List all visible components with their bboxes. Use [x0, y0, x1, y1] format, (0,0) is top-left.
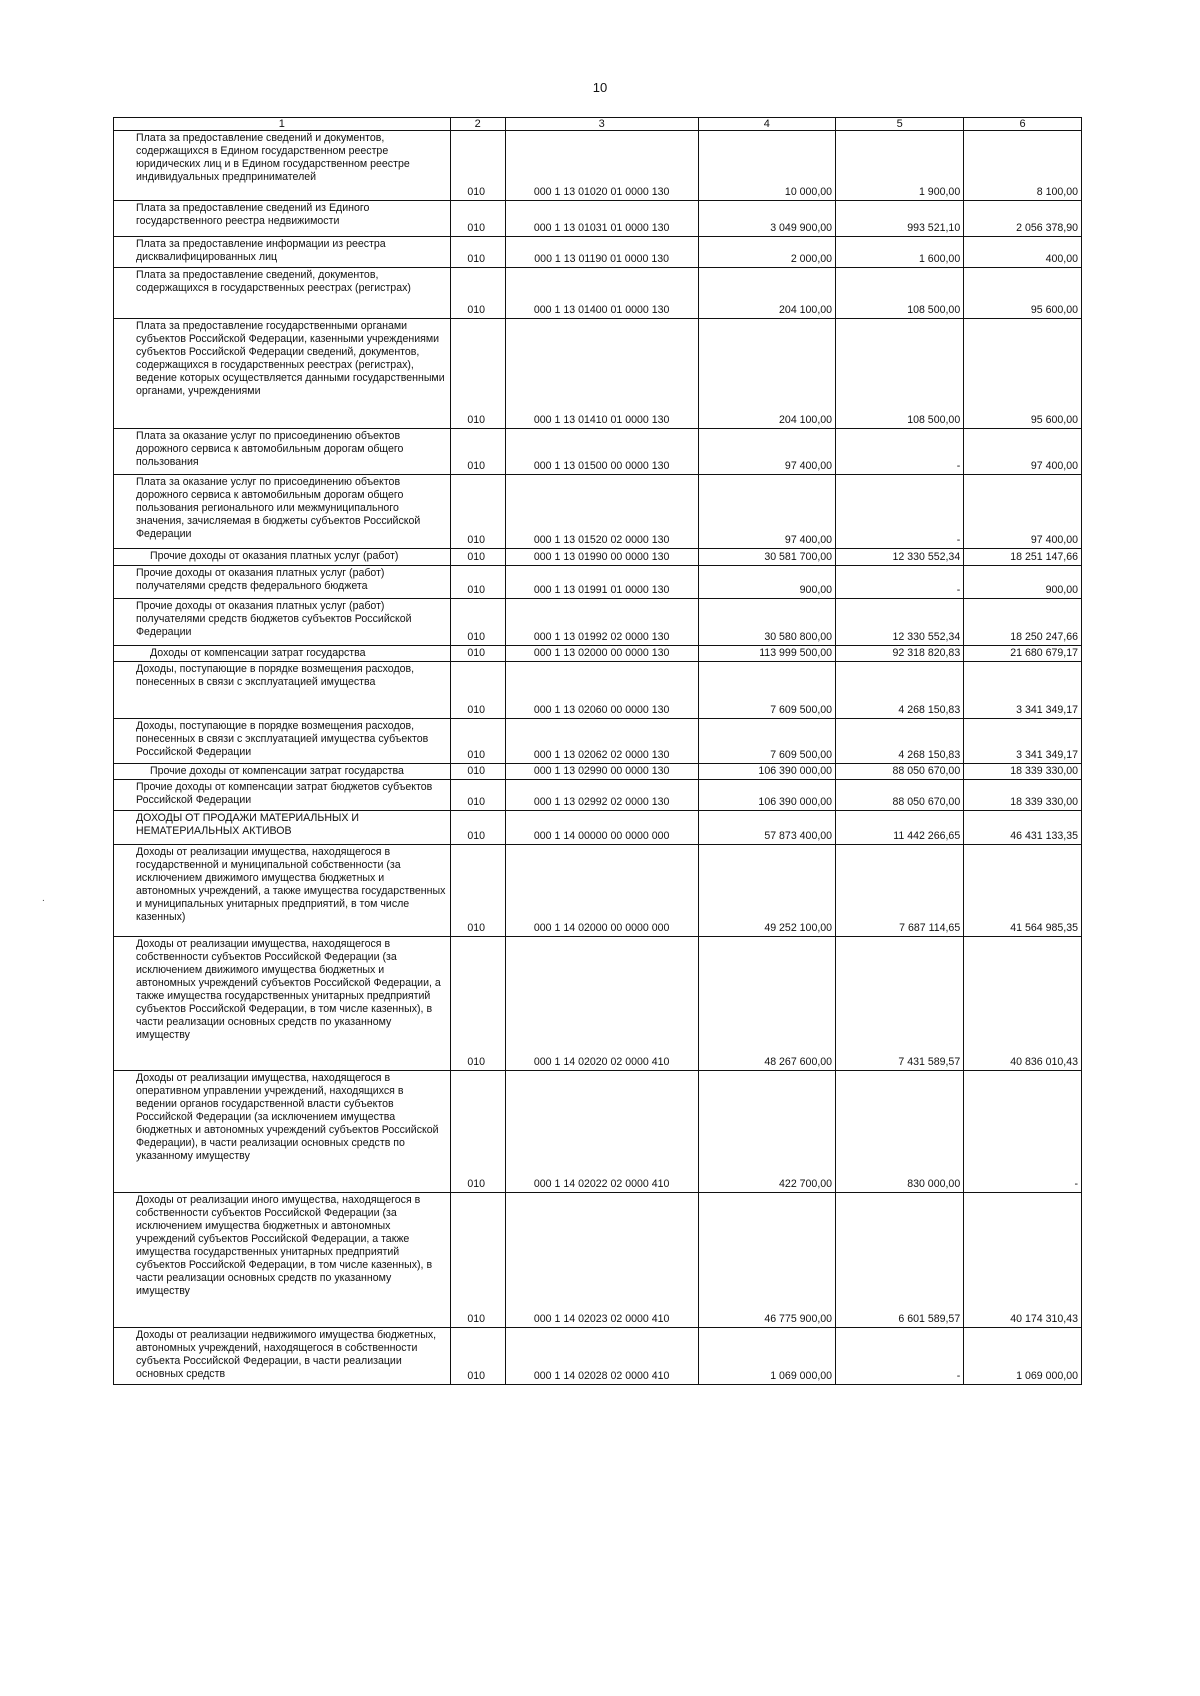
- row-value-col5: 12 330 552,34: [836, 599, 964, 646]
- row-budget-code: 000 1 13 02990 00 0000 130: [505, 764, 698, 780]
- header-col-6: 6: [964, 118, 1082, 131]
- row-value-col4: 48 267 600,00: [698, 937, 836, 1071]
- row-value-col5: 993 521,10: [836, 201, 964, 237]
- row-line-code: 010: [450, 549, 505, 566]
- row-budget-code: 000 1 13 02000 00 0000 130: [505, 646, 698, 662]
- row-value-col6: -: [964, 1071, 1082, 1193]
- row-line-code: 010: [450, 937, 505, 1071]
- row-line-code: 010: [450, 599, 505, 646]
- row-line-code: 010: [450, 764, 505, 780]
- table-row: [114, 780, 1082, 811]
- row-line-code: 010: [450, 475, 505, 549]
- row-value-col4: 204 100,00: [698, 268, 836, 319]
- row-budget-code: 000 1 14 02023 02 0000 410: [505, 1193, 698, 1328]
- row-budget-code: 000 1 13 01410 01 0000 130: [505, 319, 698, 429]
- row-value-col6: 18 250 247,66: [964, 599, 1082, 646]
- row-value-col6: 97 400,00: [964, 475, 1082, 549]
- row-name: Плата за оказание услуг по присоединению объектов дорожного сервиса к автомобильным дорогам общего пользования регионального или межмуниципального значения, зачисляемая в бюджеты субъектов Российской Федерации: [114, 475, 451, 549]
- row-value-col4: 113 999 500,00: [698, 646, 836, 662]
- row-value-col5: 88 050 670,00: [836, 764, 964, 780]
- row-value-col4: 57 873 400,00: [698, 811, 836, 845]
- row-value-col4: 97 400,00: [698, 429, 836, 475]
- row-value-col5: -: [836, 566, 964, 599]
- row-value-col6: 3 341 349,17: [964, 662, 1082, 719]
- budget-revenue-table: [113, 117, 1082, 1385]
- row-value-col6: 8 100,00: [964, 131, 1082, 201]
- table-row: [114, 811, 1082, 845]
- row-line-code: 010: [450, 811, 505, 845]
- row-budget-code: 000 1 13 01520 02 0000 130: [505, 475, 698, 549]
- row-value-col6: 95 600,00: [964, 268, 1082, 319]
- row-budget-code: 000 1 13 01500 00 0000 130: [505, 429, 698, 475]
- row-value-col6: 46 431 133,35: [964, 811, 1082, 845]
- row-line-code: 010: [450, 1071, 505, 1193]
- table-row: [114, 475, 1082, 549]
- row-budget-code: 000 1 14 00000 00 0000 000: [505, 811, 698, 845]
- row-value-col5: 92 318 820,83: [836, 646, 964, 662]
- row-name: Доходы, поступающие в порядке возмещения расходов, понесенных в связи с эксплуатацией имущества: [114, 662, 451, 719]
- row-value-col6: 18 339 330,00: [964, 780, 1082, 811]
- scan-mark: .: [42, 893, 45, 904]
- table-row: [114, 131, 1082, 201]
- row-value-col6: 18 251 147,66: [964, 549, 1082, 566]
- row-line-code: 010: [450, 646, 505, 662]
- row-line-code: 010: [450, 131, 505, 201]
- row-line-code: 010: [450, 566, 505, 599]
- row-value-col4: 900,00: [698, 566, 836, 599]
- header-col-4: 4: [698, 118, 836, 131]
- row-budget-code: 000 1 14 02000 00 0000 000: [505, 845, 698, 937]
- row-name: Прочие доходы от компенсации затрат государства: [114, 764, 451, 780]
- row-value-col6: 21 680 679,17: [964, 646, 1082, 662]
- table-row: [114, 599, 1082, 646]
- row-value-col4: 1 069 000,00: [698, 1328, 836, 1385]
- row-value-col6: 2 056 378,90: [964, 201, 1082, 237]
- row-line-code: 010: [450, 201, 505, 237]
- row-value-col5: 830 000,00: [836, 1071, 964, 1193]
- table-row: [114, 764, 1082, 780]
- row-value-col6: 97 400,00: [964, 429, 1082, 475]
- table-row: [114, 319, 1082, 429]
- row-value-col4: 30 581 700,00: [698, 549, 836, 566]
- table-row: [114, 201, 1082, 237]
- row-name: Доходы от реализации недвижимого имущества бюджетных, автономных учреждений, находящегося в собственности субъекта Российской Федерации, в части реализации основных средств: [114, 1328, 451, 1385]
- table-row: [114, 845, 1082, 937]
- row-budget-code: 000 1 13 02992 02 0000 130: [505, 780, 698, 811]
- row-value-col4: 10 000,00: [698, 131, 836, 201]
- row-name: Прочие доходы от оказания платных услуг (работ) получателями средств бюджетов субъектов Российской Федерации: [114, 599, 451, 646]
- row-value-col4: 106 390 000,00: [698, 764, 836, 780]
- row-value-col5: -: [836, 1328, 964, 1385]
- row-budget-code: 000 1 14 02022 02 0000 410: [505, 1071, 698, 1193]
- table-row: [114, 719, 1082, 764]
- row-name: Доходы от реализации иного имущества, находящегося в собственности субъектов Российской Федерации (за исключением имущества бюджетных и автономных учреждений субъектов Российской Федерации, а также имущества государственных унитарных предприятий субъектов Российской Федерации, в том числе казенных), в части реализации основных средств по указанному имуществу: [114, 1193, 451, 1328]
- row-value-col5: 4 268 150,83: [836, 662, 964, 719]
- row-value-col4: 3 049 900,00: [698, 201, 836, 237]
- row-name: Плата за оказание услуг по присоединению объектов дорожного сервиса к автомобильным дорогам общего пользования: [114, 429, 451, 475]
- row-name: Доходы от реализации имущества, находящегося в оперативном управлении учреждений, находящихся в ведении органов государственной власти субъектов Российской Федерации (за исключением имущества бюджетных и автономных учреждений субъектов Российской Федерации), в части реализации основных средств по указанному имуществу: [114, 1071, 451, 1193]
- row-budget-code: 000 1 13 01020 01 0000 130: [505, 131, 698, 201]
- row-name: Плата за предоставление сведений и документов, содержащихся в Едином государственном реестре юридических лиц и в Едином государственном реестре индивидуальных предпринимателей: [114, 131, 451, 201]
- table-header-row: [114, 118, 1082, 131]
- row-line-code: 010: [450, 719, 505, 764]
- row-value-col5: 7 431 589,57: [836, 937, 964, 1071]
- row-budget-code: 000 1 13 01190 01 0000 130: [505, 237, 698, 268]
- row-line-code: 010: [450, 268, 505, 319]
- row-name: Плата за предоставление сведений из Единого государственного реестра недвижимости: [114, 201, 451, 237]
- row-value-col5: -: [836, 475, 964, 549]
- row-name: Плата за предоставление государственными органами субъектов Российской Федерации, казенными учреждениями субъектов Российской Федерации сведений, документов, содержащихся в государственных реестрах (регистрах), ведение которых осуществляется данными государственными органами, учреждениями: [114, 319, 451, 429]
- row-value-col6: 400,00: [964, 237, 1082, 268]
- row-value-col5: 11 442 266,65: [836, 811, 964, 845]
- row-value-col6: 3 341 349,17: [964, 719, 1082, 764]
- header-col-2: 2: [450, 118, 505, 131]
- row-value-col5: 6 601 589,57: [836, 1193, 964, 1328]
- row-value-col4: 106 390 000,00: [698, 780, 836, 811]
- row-value-col4: 2 000,00: [698, 237, 836, 268]
- row-line-code: 010: [450, 780, 505, 811]
- row-budget-code: 000 1 13 01400 01 0000 130: [505, 268, 698, 319]
- row-budget-code: 000 1 13 02060 00 0000 130: [505, 662, 698, 719]
- row-name: Прочие доходы от компенсации затрат бюджетов субъектов Российской Федерации: [114, 780, 451, 811]
- table-row: [114, 1193, 1082, 1328]
- table-row: [114, 662, 1082, 719]
- row-budget-code: 000 1 13 02062 02 0000 130: [505, 719, 698, 764]
- header-col-1: 1: [114, 118, 451, 131]
- row-line-code: 010: [450, 1328, 505, 1385]
- row-value-col5: 108 500,00: [836, 319, 964, 429]
- row-value-col4: 204 100,00: [698, 319, 836, 429]
- row-value-col5: 7 687 114,65: [836, 845, 964, 937]
- table-row: [114, 566, 1082, 599]
- row-value-col5: 1 600,00: [836, 237, 964, 268]
- row-name: Доходы от реализации имущества, находящегося в государственной и муниципальной собственности (за исключением движимого имущества бюджетных и автономных учреждений, а также имущества государственных и муниципальных унитарных предприятий, в том числе казенных): [114, 845, 451, 937]
- table-row: [114, 937, 1082, 1071]
- row-line-code: 010: [450, 845, 505, 937]
- row-budget-code: 000 1 13 01991 01 0000 130: [505, 566, 698, 599]
- row-value-col4: 97 400,00: [698, 475, 836, 549]
- row-value-col6: 18 339 330,00: [964, 764, 1082, 780]
- row-value-col6: 40 836 010,43: [964, 937, 1082, 1071]
- row-value-col6: 40 174 310,43: [964, 1193, 1082, 1328]
- table-row: [114, 646, 1082, 662]
- row-name: Плата за предоставление сведений, документов, содержащихся в государственных реестрах (регистрах): [114, 268, 451, 319]
- row-value-col5: 108 500,00: [836, 268, 964, 319]
- table-row: [114, 268, 1082, 319]
- row-value-col6: 41 564 985,35: [964, 845, 1082, 937]
- table-row: [114, 237, 1082, 268]
- row-budget-code: 000 1 13 01990 00 0000 130: [505, 549, 698, 566]
- row-line-code: 010: [450, 319, 505, 429]
- row-name: Доходы от компенсации затрат государства: [114, 646, 451, 662]
- row-value-col4: 7 609 500,00: [698, 719, 836, 764]
- row-name: Доходы от реализации имущества, находящегося в собственности субъектов Российской Федерации (за исключением движимого имущества бюджетных и автономных учреждений субъектов Российской Федерации, а также имущества государственных унитарных предприятий субъектов Российской Федерации, в том числе казенных), в части реализации основных средств по указанному имуществу: [114, 937, 451, 1071]
- row-value-col4: 46 775 900,00: [698, 1193, 836, 1328]
- row-budget-code: 000 1 14 02020 02 0000 410: [505, 937, 698, 1071]
- row-budget-code: 000 1 13 01031 01 0000 130: [505, 201, 698, 237]
- row-name: Прочие доходы от оказания платных услуг (работ) получателями средств федерального бюджета: [114, 566, 451, 599]
- row-budget-code: 000 1 13 01992 02 0000 130: [505, 599, 698, 646]
- row-value-col5: -: [836, 429, 964, 475]
- table-row: [114, 1328, 1082, 1385]
- row-budget-code: 000 1 14 02028 02 0000 410: [505, 1328, 698, 1385]
- header-col-3: 3: [505, 118, 698, 131]
- table-row: [114, 429, 1082, 475]
- row-value-col6: 95 600,00: [964, 319, 1082, 429]
- table-row: [114, 549, 1082, 566]
- row-value-col4: 49 252 100,00: [698, 845, 836, 937]
- page-number: 10: [592, 80, 608, 95]
- table-row: [114, 1071, 1082, 1193]
- row-line-code: 010: [450, 429, 505, 475]
- row-value-col4: 30 580 800,00: [698, 599, 836, 646]
- row-value-col4: 7 609 500,00: [698, 662, 836, 719]
- row-value-col5: 1 900,00: [836, 131, 964, 201]
- row-value-col5: 4 268 150,83: [836, 719, 964, 764]
- row-line-code: 010: [450, 237, 505, 268]
- row-line-code: 010: [450, 1193, 505, 1328]
- row-name: Плата за предоставление информации из реестра дисквалифицированных лиц: [114, 237, 451, 268]
- row-value-col4: 422 700,00: [698, 1071, 836, 1193]
- row-value-col5: 12 330 552,34: [836, 549, 964, 566]
- header-col-5: 5: [836, 118, 964, 131]
- row-line-code: 010: [450, 662, 505, 719]
- row-name: Доходы, поступающие в порядке возмещения расходов, понесенных в связи с эксплуатацией имущества субъектов Российской Федерации: [114, 719, 451, 764]
- row-value-col6: 1 069 000,00: [964, 1328, 1082, 1385]
- row-name: ДОХОДЫ ОТ ПРОДАЖИ МАТЕРИАЛЬНЫХ И НЕМАТЕРИАЛЬНЫХ АКТИВОВ: [114, 811, 451, 845]
- row-value-col6: 900,00: [964, 566, 1082, 599]
- table-body: [114, 131, 1082, 1385]
- row-value-col5: 88 050 670,00: [836, 780, 964, 811]
- row-name: Прочие доходы от оказания платных услуг (работ): [114, 549, 451, 566]
